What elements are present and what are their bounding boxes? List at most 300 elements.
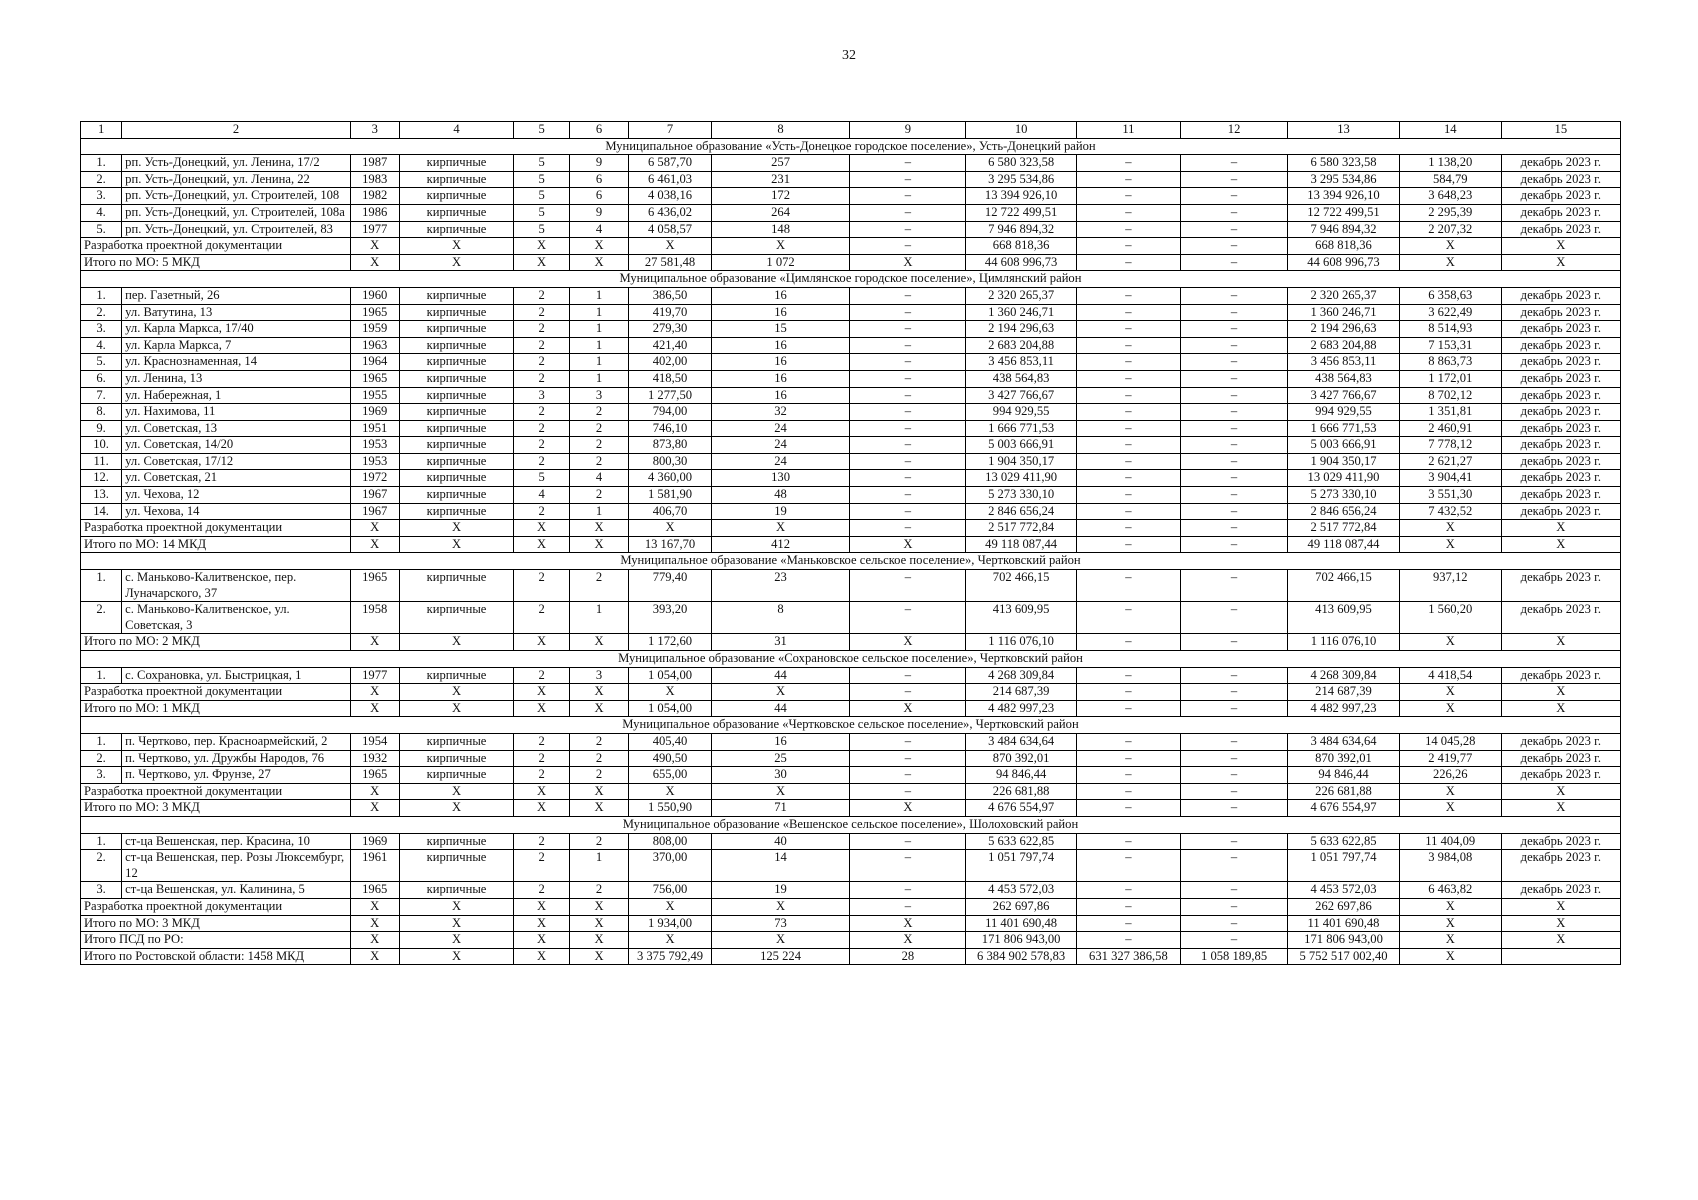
data-cell-c14: 7 432,52 (1399, 503, 1501, 520)
data-cell-year: 1977 (350, 667, 399, 684)
data-cell-c11: – (1076, 850, 1180, 882)
data-cell-c13: 4 453 572,03 (1288, 882, 1400, 899)
data-cell-mat: кирпичные (399, 750, 514, 767)
data-cell-c14: 8 863,73 (1399, 354, 1501, 371)
data-cell-c13: 3 295 534,86 (1288, 171, 1400, 188)
data-cell-c14: 2 207,32 (1399, 221, 1501, 238)
data-cell-c15: декабрь 2023 г. (1501, 833, 1620, 850)
grand-total-cell-c9: 28 (850, 948, 966, 965)
total-row (81, 700, 1621, 717)
data-cell-ent: 2 (569, 487, 629, 504)
grand-total-label: Итого ПСД по РО: (81, 932, 351, 949)
total-cell-c5: X (514, 536, 569, 553)
total-cell-c9: – (850, 520, 966, 537)
total-cell-c11: – (1076, 634, 1180, 651)
total-cell-c12: – (1180, 700, 1287, 717)
table-row (81, 188, 1621, 205)
total-row (81, 800, 1621, 817)
total-cell-c14: X (1399, 898, 1501, 915)
data-cell-c14: 1 138,20 (1399, 155, 1501, 172)
total-cell-c4: X (399, 634, 514, 651)
row-number: 14. (81, 503, 122, 520)
total-cell-c7: 1 934,00 (629, 915, 711, 932)
section-title: Муниципальное образование «Усть-Донецкое городское поселение», Усть-Донецкий район (81, 138, 1621, 155)
data-cell-mat: кирпичные (399, 287, 514, 304)
data-cell-cost: 3 295 534,86 (966, 171, 1077, 188)
total-row (81, 898, 1621, 915)
data-cell-res: 16 (711, 370, 850, 387)
data-cell-c12: – (1180, 570, 1287, 602)
data-cell-c15: декабрь 2023 г. (1501, 767, 1620, 784)
data-cell-floors: 5 (514, 171, 569, 188)
total-cell-c13: 4 676 554,97 (1288, 800, 1400, 817)
total-cell-c9: X (850, 634, 966, 651)
data-cell-cost: 3 484 634,64 (966, 733, 1077, 750)
total-cell-c12: – (1180, 634, 1287, 651)
total-cell-c13: 1 116 076,10 (1288, 634, 1400, 651)
total-cell-c4: X (399, 684, 514, 701)
total-cell-c9: – (850, 898, 966, 915)
data-cell-c13: 702 466,15 (1288, 570, 1400, 602)
column-number-cell: 10 (966, 122, 1077, 139)
grand-total-cell-c7: 3 375 792,49 (629, 948, 711, 965)
total-row (81, 536, 1621, 553)
data-cell-mat: кирпичные (399, 420, 514, 437)
total-label: Итого по МО: 3 МКД (81, 915, 351, 932)
total-cell-c13: 4 482 997,23 (1288, 700, 1400, 717)
data-cell-c11: – (1076, 370, 1180, 387)
total-cell-c3: X (350, 684, 399, 701)
data-cell-floors: 5 (514, 470, 569, 487)
total-cell-c12: – (1180, 520, 1287, 537)
row-number: 9. (81, 420, 122, 437)
data-cell-floors: 2 (514, 354, 569, 371)
data-cell-floors: 2 (514, 850, 569, 882)
data-cell-res: 264 (711, 204, 850, 221)
data-cell-c9: – (850, 354, 966, 371)
data-cell-c12: – (1180, 287, 1287, 304)
row-number: 4. (81, 204, 122, 221)
total-cell-c7: 27 581,48 (629, 254, 711, 271)
data-cell-area: 419,70 (629, 304, 711, 321)
data-cell-c12: – (1180, 487, 1287, 504)
data-cell-c15: декабрь 2023 г. (1501, 221, 1620, 238)
data-cell-c9: – (850, 387, 966, 404)
data-cell-c15: декабрь 2023 г. (1501, 667, 1620, 684)
data-cell-res: 16 (711, 287, 850, 304)
data-cell-c15: декабрь 2023 г. (1501, 188, 1620, 205)
data-cell-res: 231 (711, 171, 850, 188)
data-cell-c14: 8 514,93 (1399, 321, 1501, 338)
data-cell-year: 1987 (350, 155, 399, 172)
table-row (81, 503, 1621, 520)
total-label: Итого по МО: 2 МКД (81, 634, 351, 651)
data-cell-c11: – (1076, 470, 1180, 487)
row-number: 1. (81, 287, 122, 304)
data-cell-mat: кирпичные (399, 370, 514, 387)
row-number: 4. (81, 337, 122, 354)
data-cell-year: 1965 (350, 767, 399, 784)
data-cell-c11: – (1076, 404, 1180, 421)
data-cell-floors: 2 (514, 503, 569, 520)
data-cell-c14: 7 153,31 (1399, 337, 1501, 354)
total-cell-c8: 71 (711, 800, 850, 817)
data-cell-year: 1967 (350, 487, 399, 504)
data-cell-area: 4 038,16 (629, 188, 711, 205)
table-row (81, 850, 1621, 882)
total-cell-c7: X (629, 520, 711, 537)
total-cell-c15: X (1501, 800, 1620, 817)
data-cell-c15: декабрь 2023 г. (1501, 420, 1620, 437)
row-number: 10. (81, 437, 122, 454)
data-cell-c15: декабрь 2023 г. (1501, 882, 1620, 899)
data-cell-c14: 2 621,27 (1399, 453, 1501, 470)
data-cell-year: 1965 (350, 882, 399, 899)
table-row (81, 453, 1621, 470)
data-cell-c13: 3 456 853,11 (1288, 354, 1400, 371)
row-number: 8. (81, 404, 122, 421)
address-cell: п. Чертково, ул. Дружбы Народов, 76 (122, 750, 351, 767)
data-cell-c14: 3 648,23 (1399, 188, 1501, 205)
address-cell: п. Чертково, ул. Фрунзе, 27 (122, 767, 351, 784)
total-cell-c3: X (350, 915, 399, 932)
section-header-row (81, 717, 1621, 734)
total-cell-c14: X (1399, 800, 1501, 817)
data-cell-c15: декабрь 2023 г. (1501, 750, 1620, 767)
total-cell-c10: 2 517 772,84 (966, 520, 1077, 537)
data-cell-year: 1953 (350, 453, 399, 470)
column-number-cell: 14 (1399, 122, 1501, 139)
address-cell: рп. Усть-Донецкий, ул. Строителей, 108 (122, 188, 351, 205)
section-header-row (81, 553, 1621, 570)
total-row (81, 783, 1621, 800)
address-cell: с. Маньково-Калитвенское, ул. Советская, 3 (122, 602, 351, 634)
data-cell-ent: 1 (569, 602, 629, 634)
data-cell-floors: 5 (514, 204, 569, 221)
data-cell-c11: – (1076, 667, 1180, 684)
data-cell-ent: 3 (569, 387, 629, 404)
total-cell-c11: – (1076, 254, 1180, 271)
total-cell-c3: X (350, 536, 399, 553)
data-cell-cost: 4 268 309,84 (966, 667, 1077, 684)
data-cell-year: 1986 (350, 204, 399, 221)
data-cell-year: 1965 (350, 370, 399, 387)
column-number-cell: 15 (1501, 122, 1620, 139)
total-cell-c13: 668 818,36 (1288, 238, 1400, 255)
grand-total-cell-c11: 631 327 386,58 (1076, 948, 1180, 965)
table-row (81, 387, 1621, 404)
data-cell-area: 800,30 (629, 453, 711, 470)
total-cell-c13: 226 681,88 (1288, 783, 1400, 800)
data-cell-res: 24 (711, 420, 850, 437)
data-cell-c12: – (1180, 667, 1287, 684)
data-cell-year: 1982 (350, 188, 399, 205)
total-cell-c10: 668 818,36 (966, 238, 1077, 255)
table-row (81, 420, 1621, 437)
grand-total-label: Итого по Ростовской области: 1458 МКД (81, 948, 351, 965)
data-cell-c15: декабрь 2023 г. (1501, 470, 1620, 487)
data-cell-ent: 1 (569, 370, 629, 387)
data-cell-area: 1 581,90 (629, 487, 711, 504)
column-number-cell: 3 (350, 122, 399, 139)
data-cell-floors: 2 (514, 453, 569, 470)
row-number: 1. (81, 733, 122, 750)
data-cell-c9: – (850, 570, 966, 602)
data-cell-c14: 4 418,54 (1399, 667, 1501, 684)
data-cell-mat: кирпичные (399, 337, 514, 354)
data-cell-area: 746,10 (629, 420, 711, 437)
data-cell-c15: декабрь 2023 г. (1501, 487, 1620, 504)
total-cell-c11: – (1076, 536, 1180, 553)
data-cell-c11: – (1076, 833, 1180, 850)
data-cell-c13: 1 904 350,17 (1288, 453, 1400, 470)
total-cell-c8: 1 072 (711, 254, 850, 271)
total-label: Итого по МО: 14 МКД (81, 536, 351, 553)
total-cell-c3: X (350, 800, 399, 817)
data-cell-mat: кирпичные (399, 470, 514, 487)
data-cell-c14: 8 702,12 (1399, 387, 1501, 404)
data-cell-c15: декабрь 2023 г. (1501, 850, 1620, 882)
total-cell-c4: X (399, 536, 514, 553)
data-cell-ent: 2 (569, 767, 629, 784)
address-cell: рп. Усть-Донецкий, ул. Строителей, 108а (122, 204, 351, 221)
grand-total-cell-c7: X (629, 932, 711, 949)
total-cell-c8: X (711, 783, 850, 800)
data-cell-c12: – (1180, 321, 1287, 338)
data-cell-mat: кирпичные (399, 570, 514, 602)
data-cell-c12: – (1180, 387, 1287, 404)
row-number: 2. (81, 304, 122, 321)
data-cell-c9: – (850, 171, 966, 188)
data-cell-c13: 94 846,44 (1288, 767, 1400, 784)
data-cell-floors: 2 (514, 404, 569, 421)
data-cell-c9: – (850, 155, 966, 172)
row-number: 1. (81, 155, 122, 172)
total-cell-c12: – (1180, 783, 1287, 800)
data-cell-floors: 2 (514, 321, 569, 338)
data-cell-c12: – (1180, 750, 1287, 767)
total-cell-c6: X (569, 783, 629, 800)
grand-total-cell-c6: X (569, 948, 629, 965)
data-cell-area: 279,30 (629, 321, 711, 338)
data-cell-mat: кирпичные (399, 155, 514, 172)
data-cell-c9: – (850, 287, 966, 304)
data-cell-c9: – (850, 767, 966, 784)
total-cell-c9: X (850, 254, 966, 271)
data-cell-c13: 5 633 622,85 (1288, 833, 1400, 850)
data-cell-ent: 2 (569, 833, 629, 850)
data-cell-c13: 1 360 246,71 (1288, 304, 1400, 321)
grand-total-cell-c15: X (1501, 932, 1620, 949)
table-row (81, 287, 1621, 304)
data-cell-mat: кирпичные (399, 667, 514, 684)
table-row (81, 370, 1621, 387)
grand-total-cell-c4: X (399, 932, 514, 949)
total-cell-c10: 1 116 076,10 (966, 634, 1077, 651)
table-row (81, 882, 1621, 899)
address-cell: рп. Усть-Донецкий, ул. Ленина, 17/2 (122, 155, 351, 172)
data-cell-res: 14 (711, 850, 850, 882)
column-number-cell: 7 (629, 122, 711, 139)
data-cell-area: 490,50 (629, 750, 711, 767)
data-cell-res: 130 (711, 470, 850, 487)
address-cell: ул. Краснознаменная, 14 (122, 354, 351, 371)
grand-total-cell-c15 (1501, 948, 1620, 965)
data-cell-ent: 1 (569, 850, 629, 882)
total-cell-c11: – (1076, 915, 1180, 932)
data-cell-c13: 2 846 656,24 (1288, 503, 1400, 520)
data-cell-mat: кирпичные (399, 171, 514, 188)
total-cell-c10: 11 401 690,48 (966, 915, 1077, 932)
data-cell-year: 1959 (350, 321, 399, 338)
total-cell-c7: X (629, 898, 711, 915)
data-cell-c11: – (1076, 750, 1180, 767)
row-number: 13. (81, 487, 122, 504)
data-cell-floors: 2 (514, 882, 569, 899)
total-label: Разработка проектной документации (81, 684, 351, 701)
total-cell-c7: 13 167,70 (629, 536, 711, 553)
data-cell-mat: кирпичные (399, 453, 514, 470)
grand-total-cell-c12: 1 058 189,85 (1180, 948, 1287, 965)
data-cell-c15: декабрь 2023 г. (1501, 404, 1620, 421)
grand-total-cell-c3: X (350, 948, 399, 965)
data-cell-area: 405,40 (629, 733, 711, 750)
total-cell-c11: – (1076, 783, 1180, 800)
total-cell-c5: X (514, 898, 569, 915)
data-cell-floors: 2 (514, 420, 569, 437)
address-cell: рп. Усть-Донецкий, ул. Строителей, 83 (122, 221, 351, 238)
data-cell-year: 1963 (350, 337, 399, 354)
total-cell-c7: X (629, 238, 711, 255)
total-cell-c5: X (514, 520, 569, 537)
data-cell-c11: – (1076, 733, 1180, 750)
table-row (81, 155, 1621, 172)
column-number-cell: 1 (81, 122, 122, 139)
table-row (81, 221, 1621, 238)
total-cell-c4: X (399, 520, 514, 537)
data-cell-c11: – (1076, 188, 1180, 205)
data-cell-c11: – (1076, 387, 1180, 404)
data-cell-area: 418,50 (629, 370, 711, 387)
data-cell-c12: – (1180, 470, 1287, 487)
data-cell-ent: 2 (569, 570, 629, 602)
address-cell: рп. Усть-Донецкий, ул. Ленина, 22 (122, 171, 351, 188)
total-cell-c15: X (1501, 238, 1620, 255)
data-cell-year: 1953 (350, 437, 399, 454)
table-row (81, 437, 1621, 454)
data-cell-c14: 226,26 (1399, 767, 1501, 784)
total-cell-c12: – (1180, 254, 1287, 271)
data-cell-c12: – (1180, 354, 1287, 371)
address-cell: ул. Ленина, 13 (122, 370, 351, 387)
data-cell-c9: – (850, 602, 966, 634)
address-cell: ул. Карла Маркса, 7 (122, 337, 351, 354)
data-cell-area: 6 436,02 (629, 204, 711, 221)
row-number: 11. (81, 453, 122, 470)
data-cell-c13: 413 609,95 (1288, 602, 1400, 634)
address-cell: ул. Нахимова, 11 (122, 404, 351, 421)
data-cell-cost: 2 683 204,88 (966, 337, 1077, 354)
data-cell-c9: – (850, 470, 966, 487)
column-number-cell: 6 (569, 122, 629, 139)
total-cell-c9: X (850, 800, 966, 817)
address-cell: п. Чертково, пер. Красноармейский, 2 (122, 733, 351, 750)
data-cell-c12: – (1180, 221, 1287, 238)
total-cell-c14: X (1399, 700, 1501, 717)
section-title: Муниципальное образование «Чертковское сельское поселение», Чертковский район (81, 717, 1621, 734)
total-label: Разработка проектной документации (81, 520, 351, 537)
data-cell-c15: декабрь 2023 г. (1501, 321, 1620, 338)
table-row (81, 470, 1621, 487)
data-cell-c15: декабрь 2023 г. (1501, 155, 1620, 172)
row-number: 1. (81, 667, 122, 684)
total-cell-c9: X (850, 700, 966, 717)
data-cell-c9: – (850, 370, 966, 387)
row-number: 2. (81, 171, 122, 188)
total-row (81, 915, 1621, 932)
data-cell-c9: – (850, 833, 966, 850)
data-cell-mat: кирпичные (399, 354, 514, 371)
data-cell-year: 1983 (350, 171, 399, 188)
grand-total-cell-c5: X (514, 932, 569, 949)
data-cell-area: 6 587,70 (629, 155, 711, 172)
total-cell-c4: X (399, 238, 514, 255)
total-row (81, 520, 1621, 537)
data-cell-year: 1965 (350, 570, 399, 602)
table-body (81, 122, 1621, 965)
data-cell-floors: 2 (514, 602, 569, 634)
total-cell-c9: – (850, 783, 966, 800)
data-cell-cost: 5 003 666,91 (966, 437, 1077, 454)
data-cell-year: 1961 (350, 850, 399, 882)
total-cell-c3: X (350, 238, 399, 255)
column-number-cell: 8 (711, 122, 850, 139)
data-cell-cost: 1 666 771,53 (966, 420, 1077, 437)
row-number: 3. (81, 882, 122, 899)
data-cell-year: 1954 (350, 733, 399, 750)
total-cell-c7: 1 172,60 (629, 634, 711, 651)
row-number: 12. (81, 470, 122, 487)
data-cell-c9: – (850, 487, 966, 504)
data-cell-c15: декабрь 2023 г. (1501, 354, 1620, 371)
data-cell-c11: – (1076, 453, 1180, 470)
data-cell-mat: кирпичные (399, 602, 514, 634)
total-cell-c10: 262 697,86 (966, 898, 1077, 915)
total-cell-c5: X (514, 700, 569, 717)
total-cell-c15: X (1501, 700, 1620, 717)
data-cell-c9: – (850, 750, 966, 767)
grand-total-row (81, 948, 1621, 965)
data-cell-c15: декабрь 2023 г. (1501, 733, 1620, 750)
data-cell-floors: 4 (514, 487, 569, 504)
total-cell-c11: – (1076, 898, 1180, 915)
data-cell-c9: – (850, 850, 966, 882)
total-label: Разработка проектной документации (81, 783, 351, 800)
data-cell-c12: – (1180, 304, 1287, 321)
data-cell-mat: кирпичные (399, 221, 514, 238)
total-cell-c3: X (350, 783, 399, 800)
table-row (81, 321, 1621, 338)
data-cell-c11: – (1076, 503, 1180, 520)
data-cell-floors: 2 (514, 767, 569, 784)
section-header-row (81, 816, 1621, 833)
total-cell-c15: X (1501, 684, 1620, 701)
data-cell-mat: кирпичные (399, 188, 514, 205)
data-cell-res: 16 (711, 733, 850, 750)
data-cell-mat: кирпичные (399, 204, 514, 221)
data-cell-c15: декабрь 2023 г. (1501, 453, 1620, 470)
data-cell-c9: – (850, 188, 966, 205)
